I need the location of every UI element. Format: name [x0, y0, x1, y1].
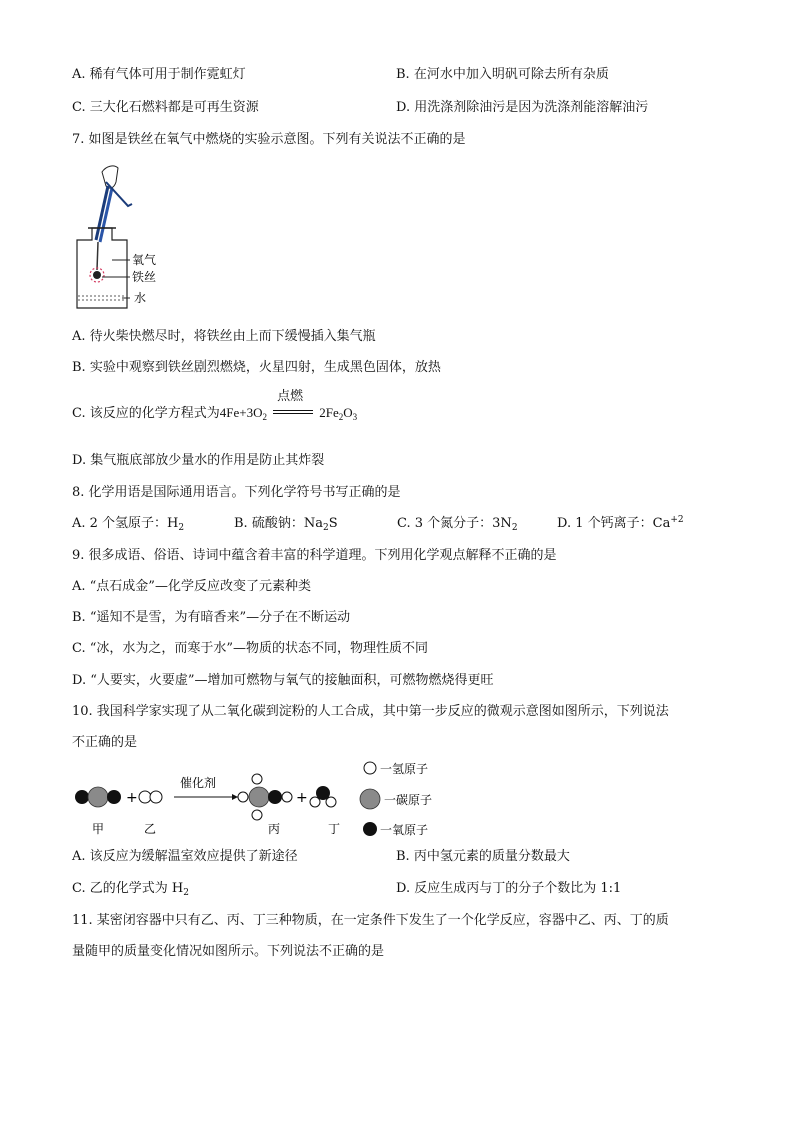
- q7-option-b: B. 实验中观察到铁丝剧烈燃烧，火星四射，生成黑色固体，放热: [72, 360, 441, 375]
- spark-core: [93, 271, 101, 279]
- q6-option-a: A. 稀有气体可用于制作霓虹灯: [72, 67, 246, 82]
- legend-hydrogen-icon: [364, 762, 376, 774]
- legend-hydrogen: 一氢原子: [380, 762, 429, 776]
- ding-hydrogen-atom-1: [310, 797, 320, 807]
- legend-carbon-icon: [360, 789, 380, 809]
- plus-sign-1: +: [126, 790, 138, 806]
- bing-carbon-atom: [249, 787, 269, 807]
- bing-hydrogen-atom-bottom: [252, 810, 262, 820]
- q8-stem: 8. 化学用语是国际通用语言。下列化学符号书写正确的是: [72, 485, 401, 500]
- q8-option-d: D. 1 个钙离子：$Ca^{+2}$: [557, 515, 684, 531]
- q11-stem-line2: 量随甲的质量变化情况如图所示。下列说法不正确的是: [72, 944, 385, 959]
- bing-hydrogen-atom-right: [282, 792, 292, 802]
- q8-option-a: A. 2 个氢原子：$H_2$: [72, 516, 185, 533]
- q6-option-b: B. 在河水中加入明矾可除去所有杂质: [396, 67, 609, 82]
- q9-option-c: C. “冰，水为之，而寒于水”—物质的状态不同，物理性质不同: [72, 641, 429, 656]
- q10-stem-line1: 10. 我国科学家实现了从二氧化碳到淀粉的人工合成，其中第一步反应的微观示意图如图所示，下列说法: [72, 704, 669, 719]
- q7-stem: 7. 如图是铁丝在氧气中燃烧的实验示意图。下列有关说法不正确的是: [72, 132, 466, 147]
- reaction-micro-diagram: [72, 757, 452, 842]
- catalyst-label: 催化剂: [180, 776, 217, 790]
- q10-option-a: A. 该反应为缓解温室效应提供了新途径: [72, 849, 298, 864]
- yi-hydrogen-atom-1: [139, 791, 151, 803]
- q9-option-a: A. “点石成金”—化学反应改变了元素种类: [72, 579, 311, 594]
- q11-stem-line1: 11. 某密闭容器中只有乙、丙、丁三种物质，在一定条件下发生了一个化学反应，容器中乙、丙、丁的质: [72, 913, 669, 928]
- jia-carbon-atom: [88, 787, 108, 807]
- iron-wire: [97, 242, 98, 270]
- q10-stem-line2: 不正确的是: [72, 735, 138, 750]
- ding-hydrogen-atom-2: [326, 797, 336, 807]
- label-yi: 乙: [144, 822, 157, 836]
- q7-option-d: D. 集气瓶底部放少量水的作用是防止其炸裂: [72, 453, 325, 468]
- q9-option-b: B. “遥知不是雪，为有暗香来”—分子在不断运动: [72, 610, 351, 625]
- q10-option-d: D. 反应生成丙与丁的分子个数比为 1:1: [396, 881, 622, 896]
- yi-hydrogen-atom-2: [150, 791, 162, 803]
- q8-option-c: C. 3 个氮分子：$3N_2$: [397, 516, 518, 533]
- legend-oxygen-icon: [363, 822, 377, 836]
- jia-oxygen-atom-1: [75, 790, 89, 804]
- bing-hydrogen-atom-left: [238, 792, 248, 802]
- q6-option-c: C. 三大化石燃料都是可再生资源: [72, 100, 259, 115]
- label-bing: 丙: [268, 822, 281, 836]
- jia-oxygen-atom-2: [107, 790, 121, 804]
- plus-sign-2: +: [296, 790, 308, 806]
- iron-wire-combustion-figure: [72, 160, 182, 310]
- q9-option-d: D. “人要实，火要虚”—增加可燃物与氧气的接触面积，可燃物燃烧得更旺: [72, 673, 494, 688]
- q6-option-d: D. 用洗涤剂除油污是因为洗涤剂能溶解油污: [396, 100, 649, 115]
- label-jia: 甲: [92, 822, 105, 836]
- bing-oxygen-atom: [268, 790, 282, 804]
- q8-option-b: B. 硫酸钠：$Na_2S$: [234, 516, 338, 533]
- q7-option-c: C. 该反应的化学方程式为$4Fe+3O_2$ 点燃 $2Fe_2O_3$: [72, 389, 358, 422]
- bing-hydrogen-atom-top: [252, 774, 262, 784]
- label-water: 水: [134, 291, 147, 305]
- q10-option-b: B. 丙中氢元素的质量分数最大: [396, 849, 570, 864]
- legend-carbon: 一碳原子: [384, 793, 433, 807]
- label-oxygen: 氧气: [132, 253, 157, 267]
- q9-stem: 9. 很多成语、俗语、诗词中蕴含着丰富的科学道理。下列用化学观点解释不正确的是: [72, 548, 557, 563]
- label-ding: 丁: [328, 822, 341, 836]
- q10-option-c: C. 乙的化学式为 $H_2$: [72, 881, 189, 898]
- legend-oxygen: 一氧原子: [380, 823, 429, 837]
- q7-option-a: A. 待火柴快燃尽时，将铁丝由上而下缓慢插入集气瓶: [72, 329, 376, 344]
- reaction-condition: 点燃: [271, 404, 315, 422]
- label-iron-wire: 铁丝: [132, 270, 157, 284]
- hand-shape: [102, 166, 118, 188]
